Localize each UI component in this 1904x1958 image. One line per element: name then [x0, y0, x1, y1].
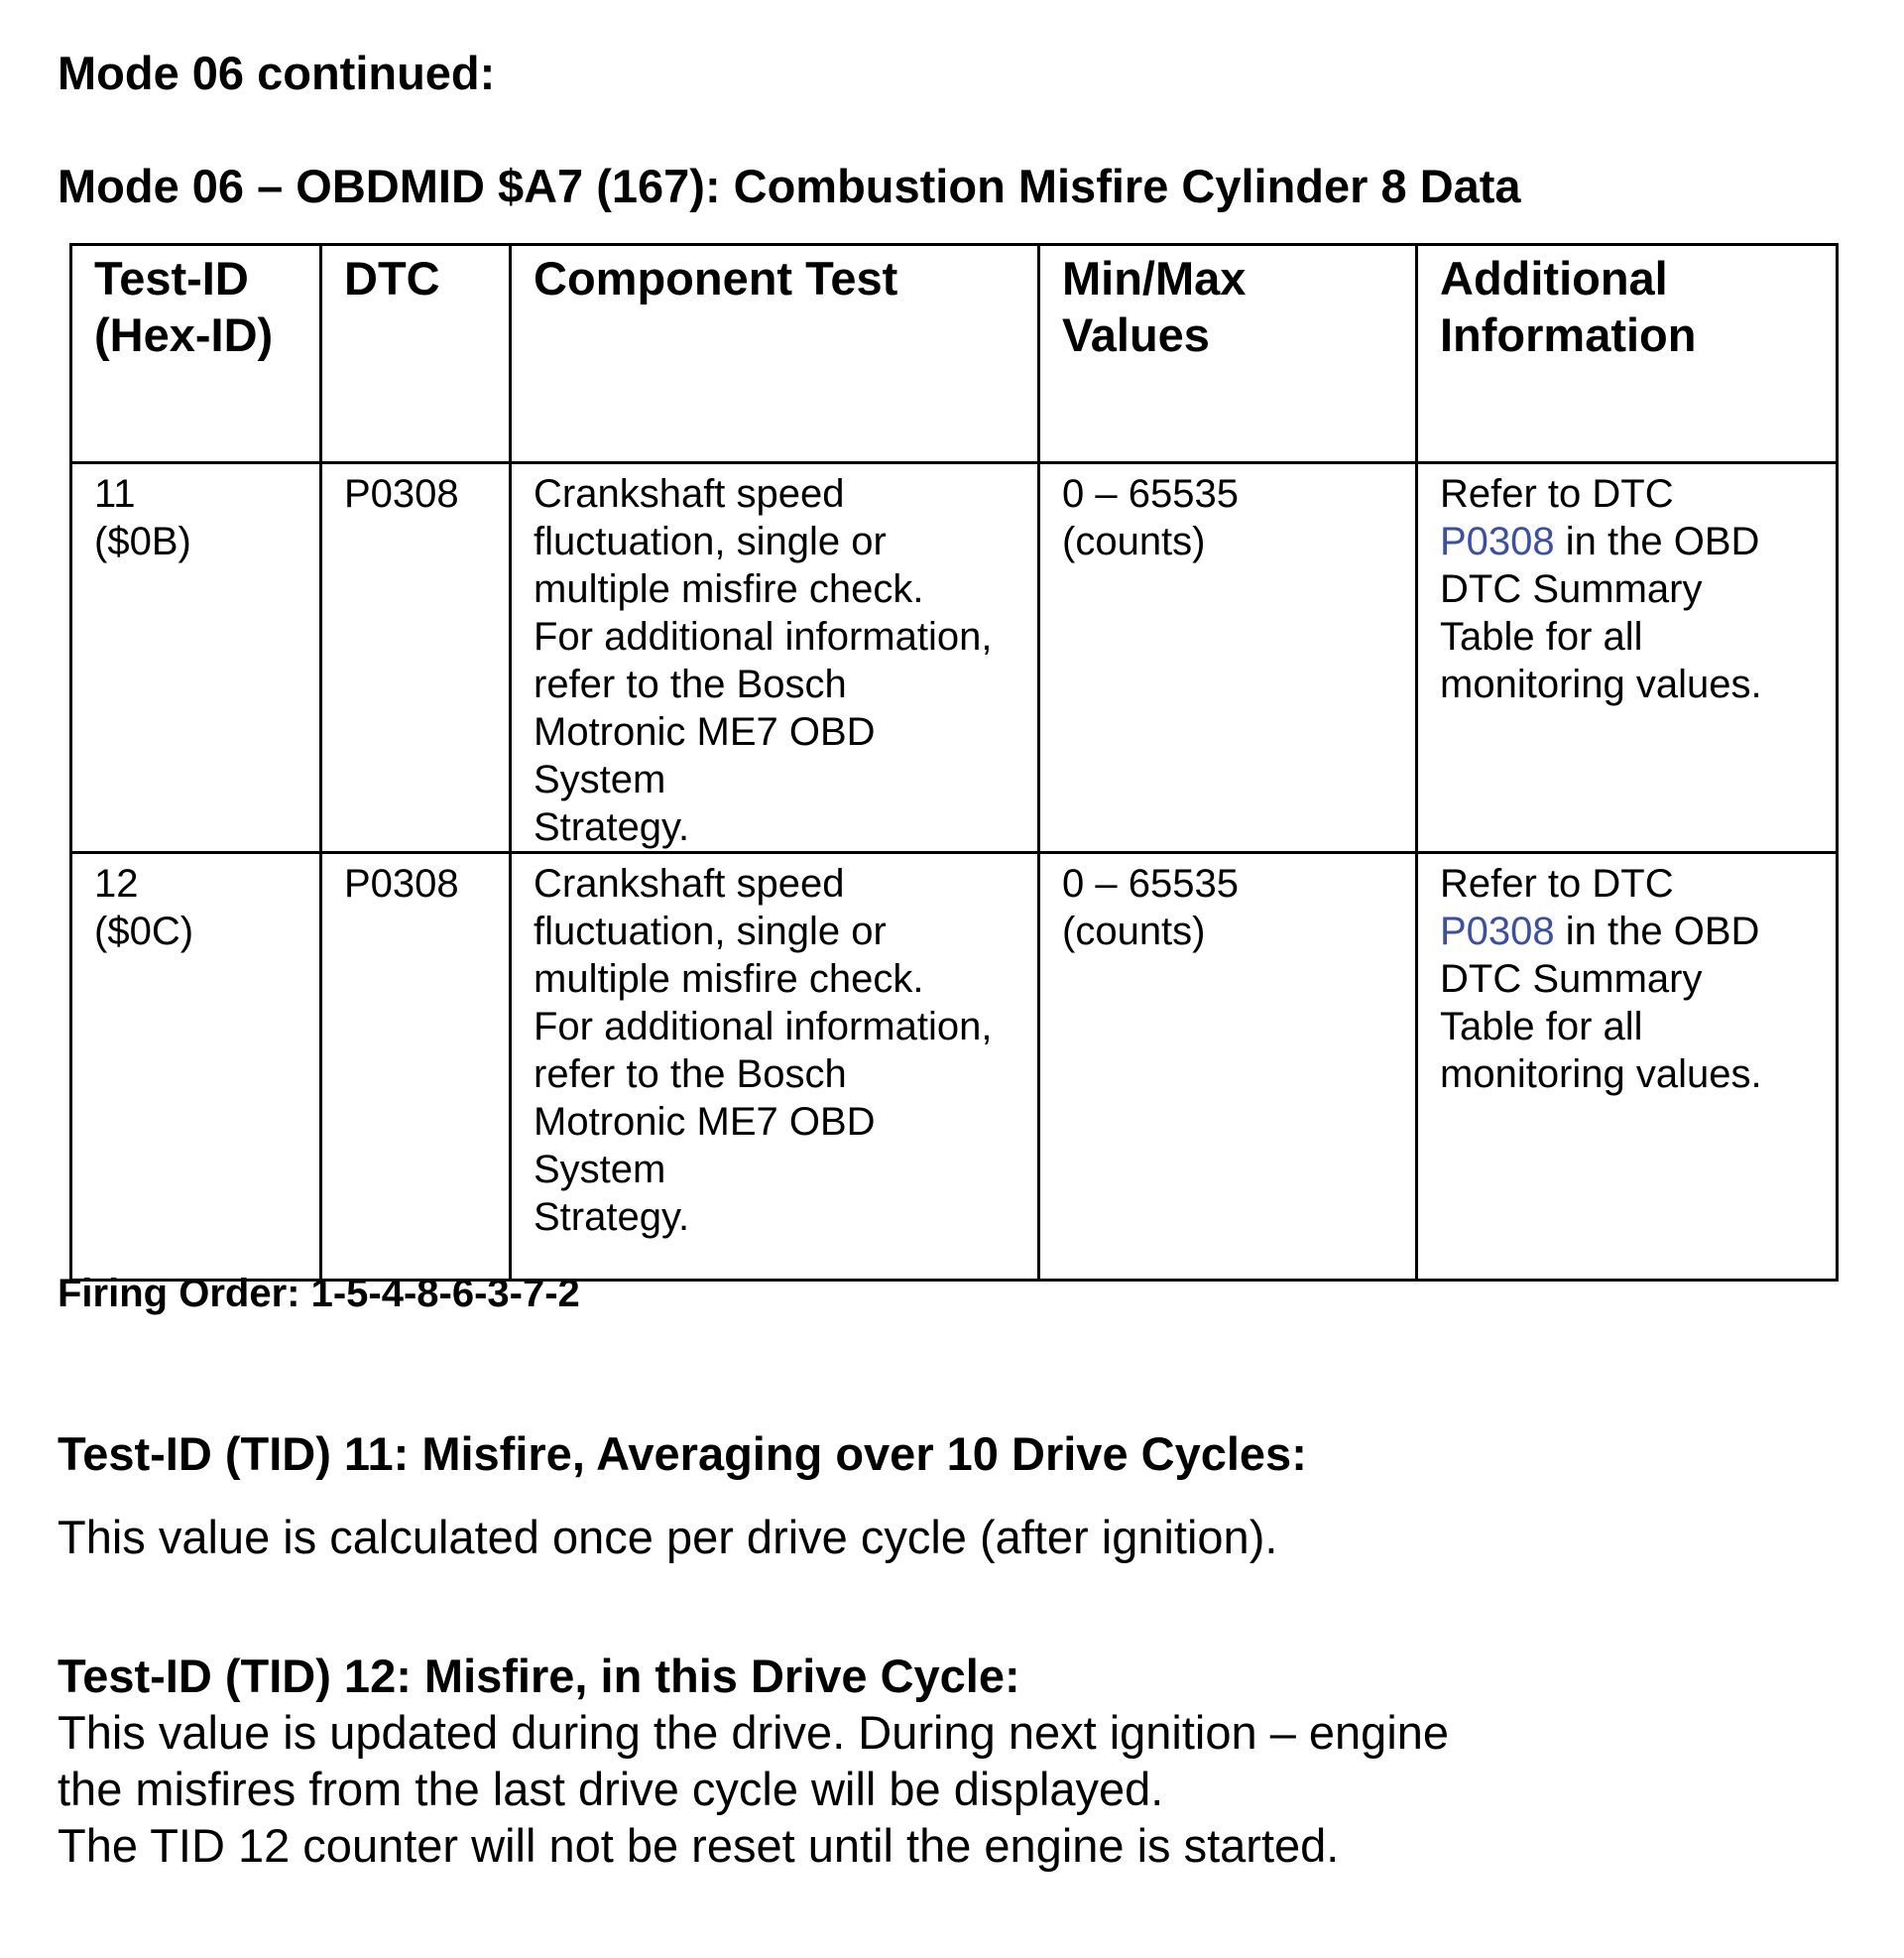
- cell-additional-info: [1417, 853, 1838, 1281]
- table-header-row: [71, 245, 1838, 463]
- tid11-heading: Test-ID (TID) 11: Misfire, Averaging over 10 Drive Cycles:: [58, 1427, 1307, 1480]
- cell-min-max: 0 – 65535 (counts): [1039, 853, 1417, 1281]
- tid11-description: This value is calculated once per drive cycle (after ignition).: [58, 1511, 1278, 1563]
- dtc-link-p0308[interactable]: P0308: [1440, 910, 1555, 953]
- cell-min-max: 0 – 65535 (counts): [1039, 463, 1417, 853]
- info-prefix: Refer to DTC: [1440, 862, 1674, 906]
- info-suffix: in the OBD DTC Summary Table for all monitoring values.: [1440, 520, 1762, 706]
- cell-dtc: P0308: [321, 463, 511, 853]
- firing-order: Firing Order: 1-5-4-8-6-3-7-2: [58, 1272, 580, 1315]
- table-row: [71, 463, 1838, 853]
- header-component-test: Component Test: [511, 245, 1039, 463]
- cell-dtc: P0308: [321, 853, 511, 1281]
- cell-test-id: 11 ($0B): [71, 463, 321, 853]
- tid12-description: [58, 1704, 1449, 1874]
- mode06-table: [69, 243, 1839, 1282]
- info-suffix: in the OBD DTC Summary Table for all monitoring values.: [1440, 910, 1762, 1096]
- info-prefix: Refer to DTC: [1440, 472, 1674, 516]
- cell-component-test: Crankshaft speed fluctuation, single or multiple misfire check. For additional information, refer to the Bosch Motronic ME7 OBD System Strategy.: [511, 463, 1039, 853]
- header-dtc: DTC: [321, 245, 511, 463]
- cell-additional-info: [1417, 463, 1838, 853]
- tid12-line: This value is updated during the drive. During next ignition – engine: [58, 1706, 1450, 1759]
- tid12-line: The TID 12 counter will not be reset until the engine is started.: [58, 1819, 1340, 1872]
- tid12-line: the misfires from the last drive cycle will be displayed.: [58, 1763, 1164, 1815]
- header-min-max-values: Min/Max Values: [1039, 245, 1417, 463]
- table-title: Mode 06 – OBDMID $A7 (167): Combustion Misfire Cylinder 8 Data: [58, 160, 1521, 212]
- header-test-id: Test-ID (Hex-ID): [71, 245, 321, 463]
- cell-component-test: Crankshaft speed fluctuation, single or multiple misfire check. For additional information, refer to the Bosch Motronic ME7 OBD System Strategy.: [511, 853, 1039, 1281]
- header-additional-information: Additional Information: [1417, 245, 1838, 463]
- page-heading-continued: Mode 06 continued:: [58, 47, 496, 99]
- tid12-heading: Test-ID (TID) 12: Misfire, in this Drive Cycle:: [58, 1650, 1020, 1702]
- cell-test-id: 12 ($0C): [71, 853, 321, 1281]
- dtc-link-p0308[interactable]: P0308: [1440, 520, 1555, 563]
- table-row: [71, 853, 1838, 1281]
